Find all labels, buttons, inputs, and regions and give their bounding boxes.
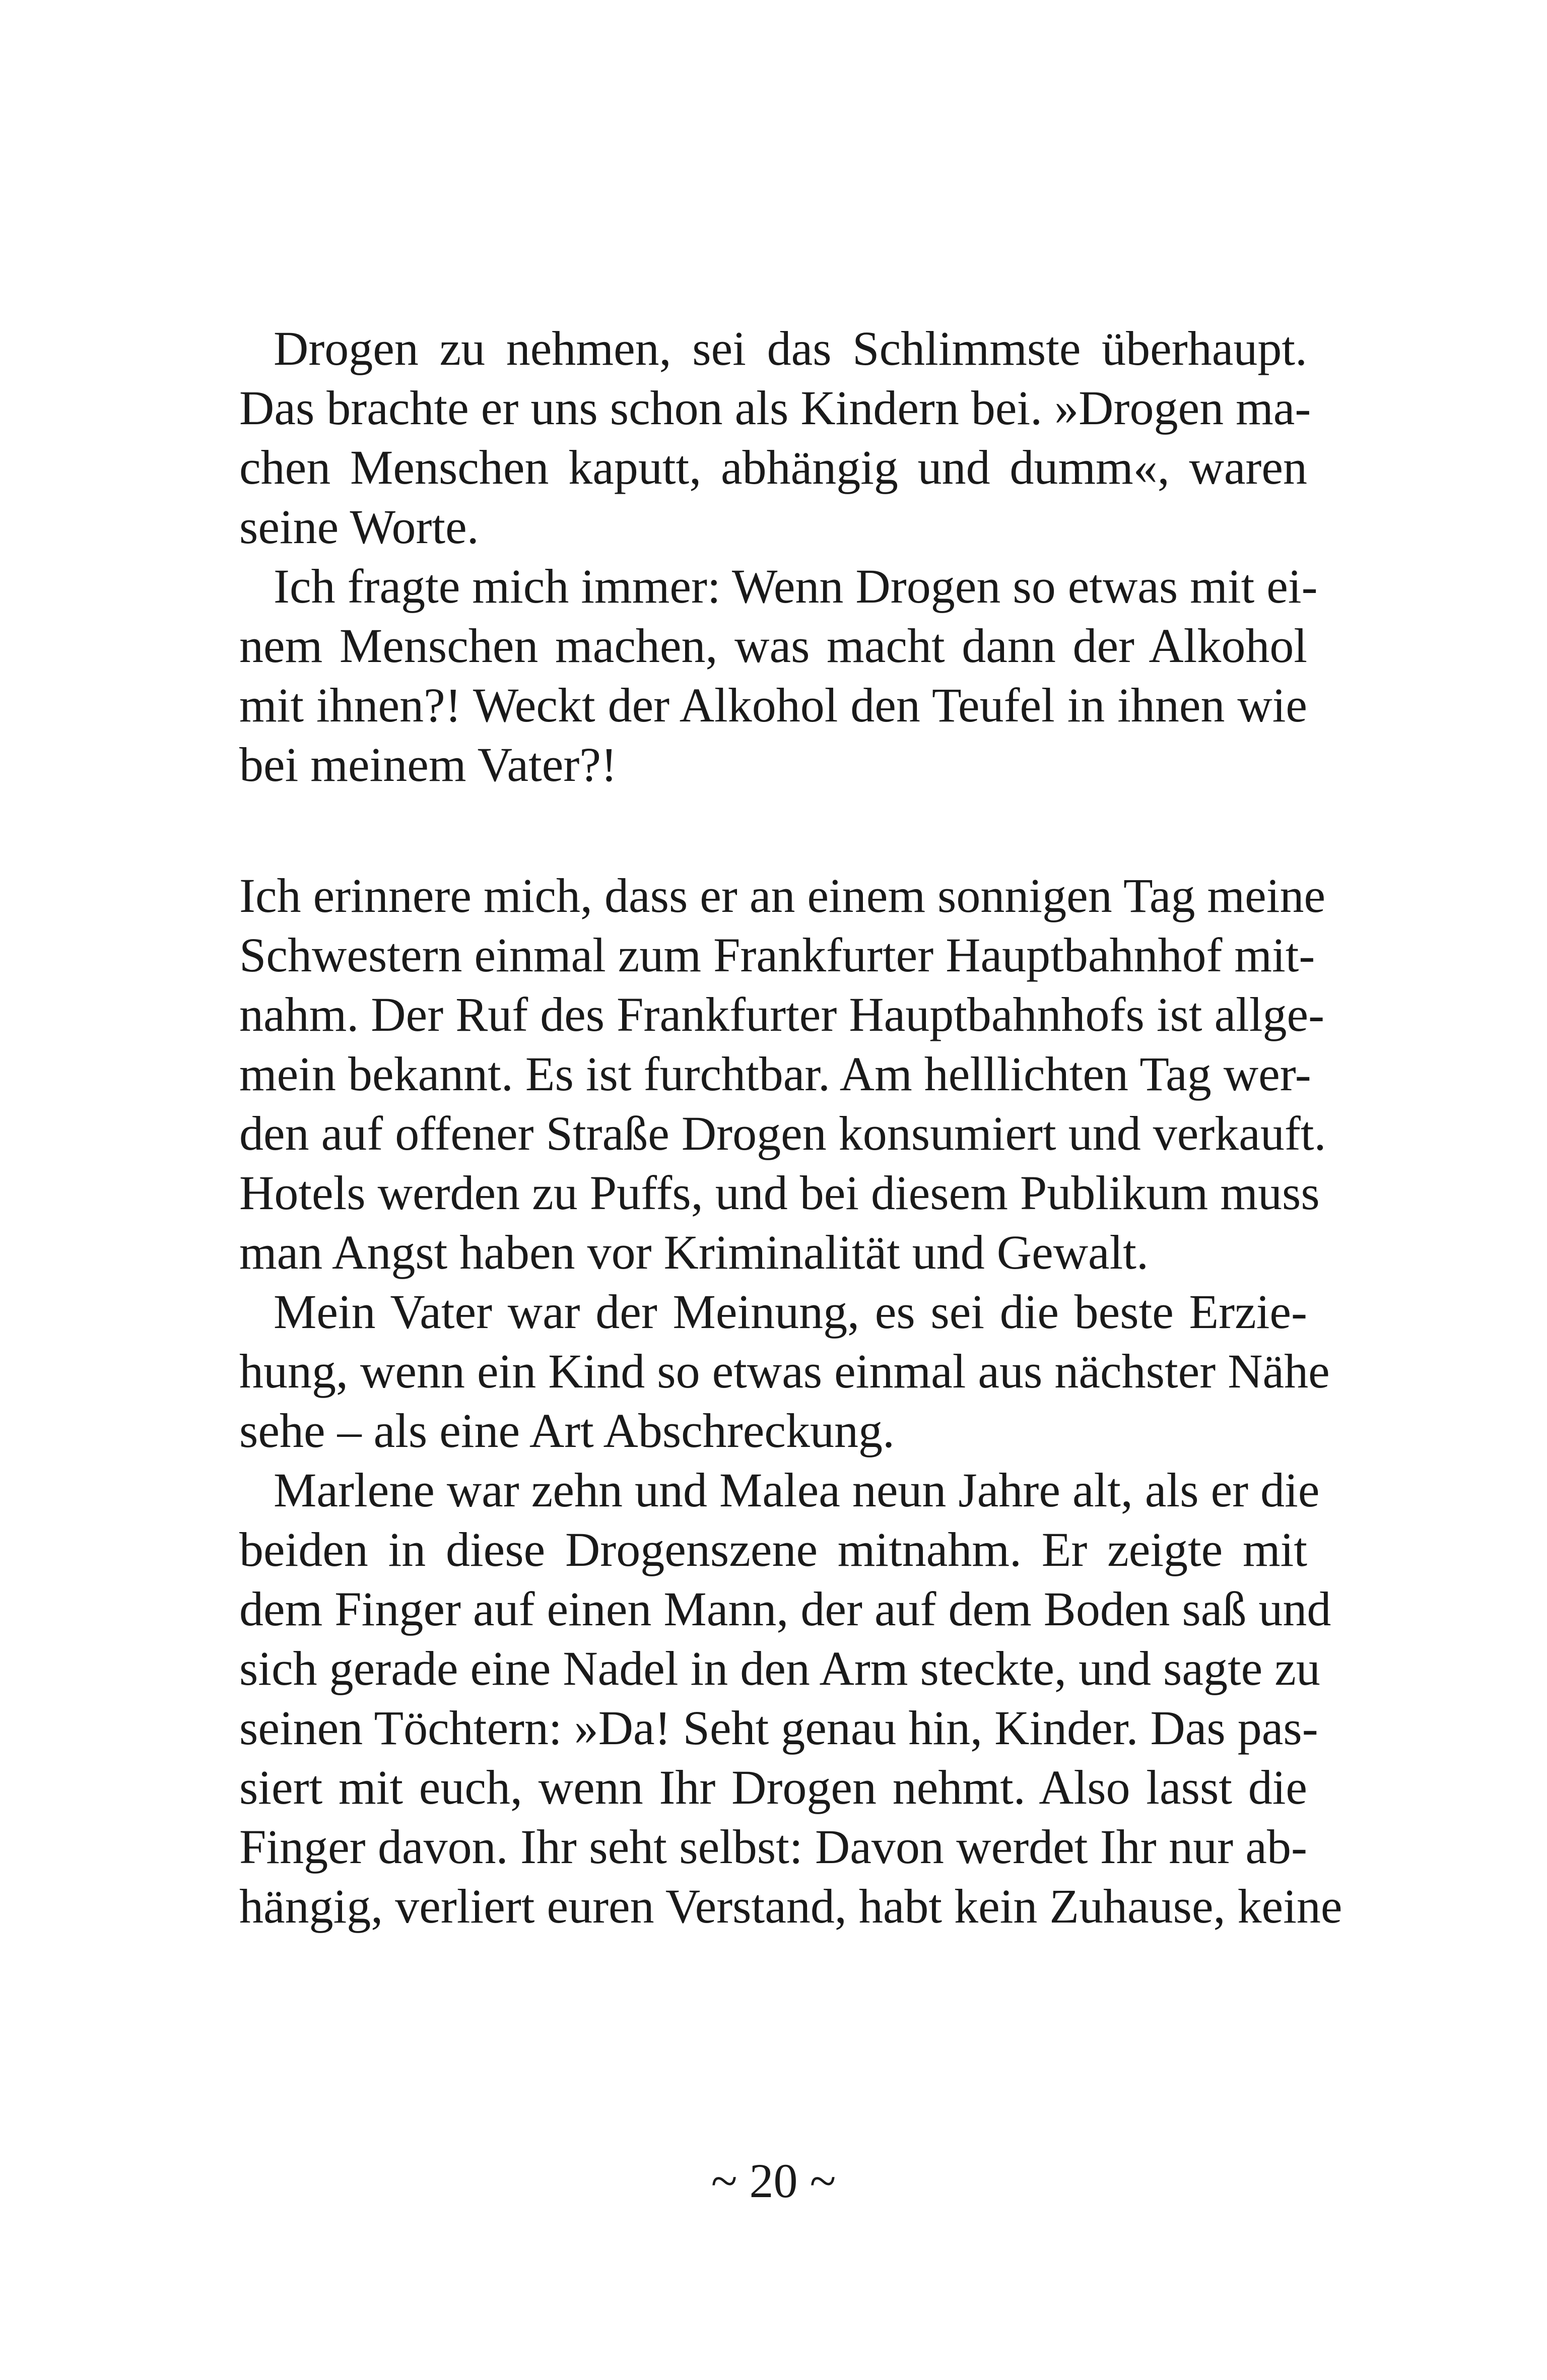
text-line: siert mit euch, wenn Ihr Drogen nehmt. Also lasst die xyxy=(239,1760,1307,1814)
text-line: chen Menschen kaputt, abhängig und dumm«, waren xyxy=(239,440,1307,494)
text-line: Hotels werden zu Puffs, und bei diesem Publikum muss xyxy=(239,1166,1320,1220)
text-line: dem Finger auf einen Mann, der auf dem Boden saß und xyxy=(239,1582,1331,1636)
text-line: beiden in diese Drogenszene mitnahm. Er zeigte mit xyxy=(239,1523,1307,1576)
text-line: hängig, verliert euren Verstand, habt kein Zuhause, keine xyxy=(239,1879,1342,1933)
text-section-2 xyxy=(239,866,1342,1936)
text-line: nem Menschen machen, was macht dann der Alkohol xyxy=(239,619,1307,673)
text-line: seinen Töchtern: »Da! Seht genau hin, Kinder. Das pas- xyxy=(239,1701,1318,1755)
text-line: hung, wenn ein Kind so etwas einmal aus nächster Nähe xyxy=(239,1344,1330,1398)
text-line: seine Worte. xyxy=(239,500,479,554)
text-line: nahm. Der Ruf des Frankfurter Hauptbahnhofs ist allge- xyxy=(239,987,1325,1041)
text-line: Marlene war zehn und Malea neun Jahre alt, als er die xyxy=(274,1463,1320,1517)
text-line: man Angst haben vor Kriminalität und Gewalt. xyxy=(239,1225,1149,1279)
text-line: den auf offener Straße Drogen konsumiert und verkauft. xyxy=(239,1106,1326,1160)
text-line: Mein Vater war der Meinung, es sei die beste Erzie- xyxy=(274,1285,1307,1339)
text-section-1 xyxy=(239,319,1318,795)
text-line: Das brachte er uns schon als Kindern bei. »Drogen ma- xyxy=(239,381,1311,435)
text-line: Drogen zu nehmen, sei das Schlimmste überhaupt. xyxy=(274,321,1307,375)
text-line: Ich fragte mich immer: Wenn Drogen so etwas mit ei- xyxy=(274,559,1318,613)
text-line: sehe – als eine Art Abschreckung. xyxy=(239,1404,895,1458)
page-number: ~ 20 ~ xyxy=(711,2154,836,2208)
text-line: sich gerade eine Nadel in den Arm steckte, und sagte zu xyxy=(239,1641,1320,1695)
text-line: Schwestern einmal zum Frankfurter Hauptbahnhof mit- xyxy=(239,928,1315,982)
text-line: bei meinem Vater?! xyxy=(239,738,617,791)
text-line: mit ihnen?! Weckt der Alkohol den Teufel in ihnen wie xyxy=(239,678,1307,732)
text-line: mein bekannt. Es ist furchtbar. Am helllichten Tag wer- xyxy=(239,1047,1311,1101)
text-line: Finger davon. Ihr seht selbst: Davon werdet Ihr nur ab- xyxy=(239,1820,1307,1874)
text-line: Ich erinnere mich, dass er an einem sonnigen Tag meine xyxy=(239,869,1326,922)
